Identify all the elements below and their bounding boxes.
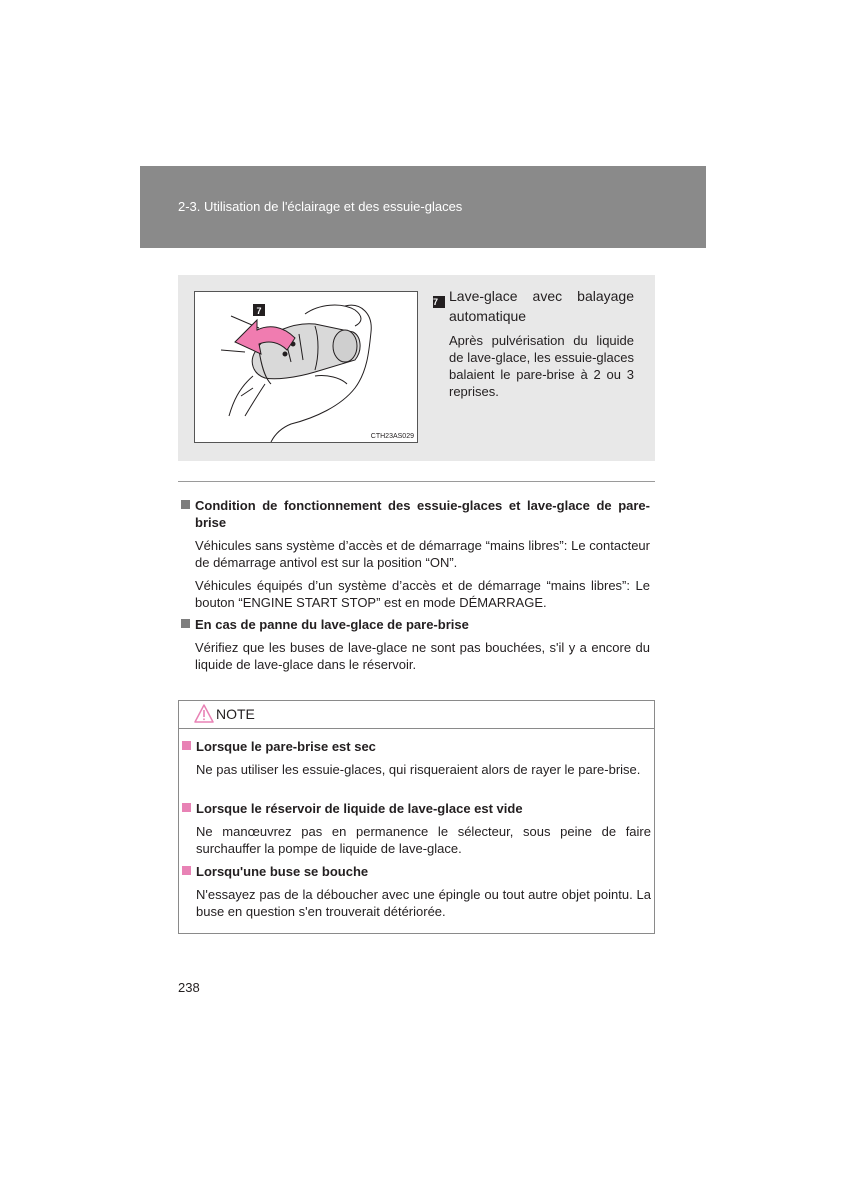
- note-item: [182, 800, 651, 857]
- section-title: 2-3. Utilisation de l'éclairage et des essuie-glaces: [178, 199, 463, 214]
- wiper-lever-hand-icon: [195, 292, 417, 442]
- note-item-text: Ne pas utiliser les essuie-glaces, qui risqueraient alors de rayer le pare-brise.: [196, 762, 641, 777]
- feature-title: [433, 286, 634, 326]
- note-item-text: Ne manœuvrez pas en permanence le sélecteur, sous peine de faire surchauffer la pompe de liquide de lave-glace.: [196, 824, 651, 856]
- figure-panel: [178, 275, 655, 461]
- note-item-heading: Lorsque le réservoir de liquide de lave-glace est vide: [182, 800, 651, 817]
- feature-block: [433, 286, 634, 400]
- note-item: [182, 738, 651, 778]
- section-heading: En cas de panne du lave-glace de pare-brise: [181, 616, 650, 633]
- section-conditions: [181, 497, 650, 611]
- paragraph: Vérifiez que les buses de lave-glace ne sont pas bouchées, s'il y a encore du liquide de lave-glace dans le réservoir.: [195, 640, 650, 672]
- note-label: NOTE: [216, 706, 255, 722]
- section-panne: [181, 616, 650, 673]
- note-item-heading: Lorsque le pare-brise est sec: [182, 738, 651, 755]
- note-item-heading: Lorsqu'une buse se bouche: [182, 863, 651, 880]
- paragraph: Véhicules sans système d’accès et de démarrage “mains libres”: Le contacteur de démarrage antivol est sur la position “ON”.: [195, 538, 650, 570]
- square-bullet-icon: [182, 741, 191, 750]
- illustration-frame: [194, 291, 418, 443]
- figure-code: CTH23AS029: [370, 433, 414, 440]
- square-bullet-icon: [182, 866, 191, 875]
- square-bullet-icon: [181, 500, 190, 509]
- square-bullet-icon: [181, 619, 190, 628]
- header-band: [140, 166, 706, 248]
- paragraph: Véhicules équipés d’un système d’accès et de démarrage “mains libres”: Le bouton “ENGINE START STOP” est en mode DÉMARRAGE.: [195, 578, 650, 610]
- note-box: [178, 700, 655, 934]
- figure-step-badge: 7: [256, 306, 262, 316]
- feature-body: Après pulvérisation du liquide de lave-glace, les essuie-glaces balaient le pare-brise à 2 ou 3 reprises.: [449, 333, 634, 399]
- step-badge: 7: [433, 296, 445, 308]
- feature-title-text: Lave-glace avec balayage automatique: [449, 288, 634, 324]
- note-header: [179, 701, 654, 729]
- divider: [178, 481, 655, 482]
- note-item: [182, 863, 651, 920]
- page-number: 238: [178, 980, 200, 995]
- square-bullet-icon: [182, 803, 191, 812]
- note-item-text: N'essayez pas de la déboucher avec une épingle ou tout autre objet pointu. La buse en question s'en trouverait détériorée.: [196, 887, 651, 919]
- warning-triangle-icon: [194, 704, 214, 723]
- section-heading: Condition de fonctionnement des essuie-glaces et lave-glace de pare-brise: [181, 497, 650, 531]
